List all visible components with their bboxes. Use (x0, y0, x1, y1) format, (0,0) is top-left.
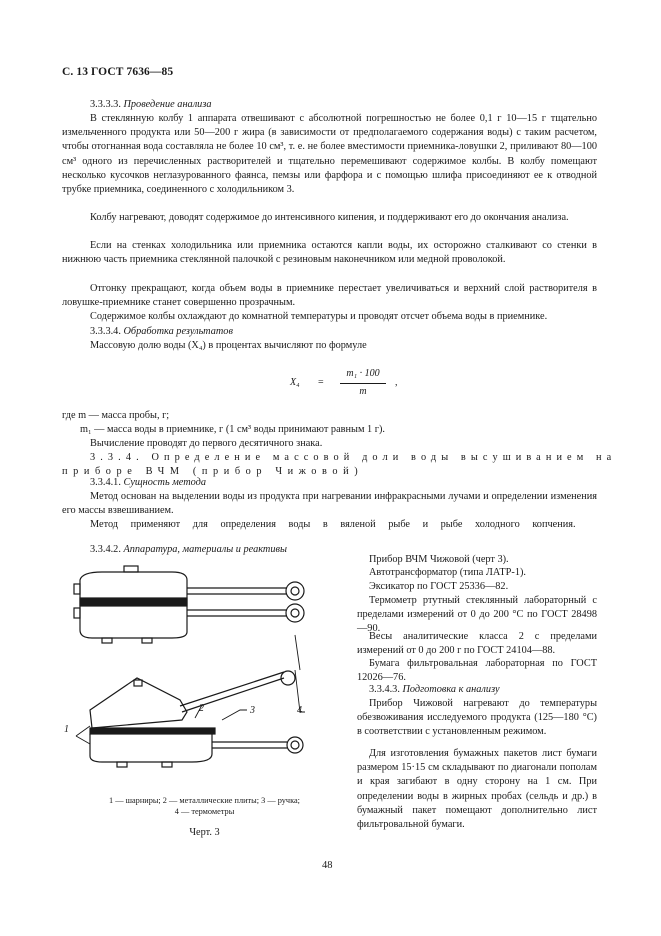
section-number: 3.3.4.1. (90, 477, 121, 488)
preparation-1: Прибор Чижовой нагревают до температуры обезвоживания исследуемого продукта (125—180 °С) в соответствии с установленным режимом. (357, 698, 597, 738)
where-line-1: где m — масса пробы, г; (62, 410, 170, 421)
section-title: Проведение анализа (123, 99, 212, 110)
paragraph-5: Содержимое колбы охлаждают до комнатной температуры и проводят отсчет объема воды в приемнике. (90, 311, 548, 322)
top-handle-knob (124, 566, 138, 572)
bulb-core-2 (291, 609, 299, 617)
section-number: 3.3.3.4. (90, 326, 121, 337)
leader-4 (295, 635, 305, 712)
section-334-heading-line1: 3.3.4. Определение массовой доли воды высушиванием на (90, 452, 617, 463)
equipment-1: Прибор ВЧМ Чижовой (черт 3). (369, 554, 509, 565)
paragraph-6: Массовую долю воды (X₄) в процентах вычисляют по формуле (90, 340, 367, 351)
section-title: Подготовка к анализу (402, 684, 500, 695)
thermometer-bulb-1 (286, 582, 304, 600)
left-hinge (74, 584, 80, 594)
chizhova-device-figure (62, 560, 324, 770)
page-number: 48 (322, 860, 333, 871)
paragraph-1: В стеклянную колбу 1 аппарата отвешивают с абсолютной погрешностью не более 0,1 г 10—15 г тщательно измельченного продукта или 50—200 г жира (в зависимости от предполагаемого содержания воды) с таким расчетом, чтобы отогнанная вода составляла не более 10 см³, т. е. не более вместимости приемника-ловушки 2, приливают 80—100 см³ одного из перечисленных растворителей и тщательно перемешивают содержимое колбы. В колбу помещают несколько кусочков неглазурованного фаянса, пемзы или фарфора и с помощью шлифа присоединяют ее к отводной трубке приемника, соединенного с холодильником 3. (62, 113, 597, 196)
equipment-5: Весы аналитические класса 2 с пределами измерений от 0 до 200 г по ГОСТ 24104—88. (357, 631, 597, 657)
paragraph-8: Метод основан на выделении воды из продукта при нагревании инфракрасными лучами и определении изменения его массы взвешиванием. (62, 491, 597, 517)
section-334-heading-line2: приборе ВЧМ (прибор Чижовой) (62, 466, 364, 477)
section-title: Обработка результатов (123, 326, 233, 337)
paragraph-7: Вычисление проводят до первого десятичного знака. (90, 438, 323, 449)
figure-label-2: 2 (199, 703, 204, 714)
section-number: 3.3.3.3. (90, 99, 121, 110)
left-hinge-2 (74, 608, 80, 618)
leader-1 (76, 726, 90, 744)
equipment-3: Эксикатор по ГОСТ 25336—82. (369, 581, 509, 592)
paragraph-3: Если на стенках холодильника или приемника остаются капли воды, их осторожно сталкивают со стенки в нижнюю часть приемника стеклянной палочкой с резиновым наконечником или медной проволокой. (62, 240, 597, 266)
figure-legend-line1: 1 — шарниры; 2 — металлические плиты; 3 — ручка; (109, 796, 300, 805)
formula-comma: , (395, 377, 398, 388)
handle-rod-2 (180, 672, 284, 706)
equipment-4: Термометр ртутный стеклянный лабораторный с пределами измерений от 0 до 200 °С по ГОСТ 28498—90. (357, 595, 597, 635)
equipment-2: Автотрансформатор (типа ЛАТР-1). (369, 567, 526, 578)
base-foot (117, 762, 127, 767)
thermometer-upper-1 (187, 588, 287, 594)
page-header: С. 13 ГОСТ 7636—85 (62, 66, 174, 78)
section-3333-heading (62, 98, 597, 112)
where-line-2: m₁ — масса воды в приемнике, г (1 см³ воды принимают равным 1 г). (80, 424, 385, 435)
foot (102, 638, 112, 643)
foot-2 (142, 638, 152, 643)
handle-rod (182, 678, 284, 712)
section-3334-heading (62, 325, 597, 339)
equipment-6: Бумага фильтровальная лабораторная по ГОСТ 12026—76. (357, 658, 597, 684)
thermometer-lower (212, 742, 287, 748)
bulb-core-1 (291, 587, 299, 595)
thermometer-upper-2 (187, 610, 287, 616)
figure-legend-line2: 4 — термометры (174, 807, 235, 816)
metal-plate-stripe (80, 598, 187, 606)
paragraph-4: Отгонку прекращают, когда объем воды в приемнике перестает увеличиваться и верхний слой растворителя в ловушке-приемнике станет совершенно прозрачным. (62, 283, 597, 309)
base-foot-2 (162, 762, 172, 767)
metal-plate-lower (90, 728, 215, 734)
leader-3 (222, 710, 247, 720)
section-title: Сущность метода (123, 477, 207, 488)
lid-knob (134, 680, 142, 686)
section-number: 3.3.4.3. (369, 684, 400, 695)
bulb-core-lower (291, 741, 299, 749)
section-3341-heading (62, 476, 597, 490)
formula-numerator: m₁ · 100 (346, 368, 380, 379)
device-base-side-view (90, 734, 212, 762)
figure-label-3: 3 (250, 705, 255, 716)
formula-equals: = (318, 377, 324, 388)
thermometer-bulb-lower (287, 737, 303, 753)
thermometer-bulb-2 (286, 604, 304, 622)
paragraph-2: Колбу нагревают, доводят содержимое до интенсивного кипения, и поддерживают его до окончания анализа. (90, 212, 569, 223)
fraction-bar (340, 383, 386, 384)
figure-caption: Черт. 3 (189, 827, 220, 838)
paragraph-9: Метод применяют для определения воды в вяленой рыбе и рыбе холодного копчения. (90, 519, 576, 530)
preparation-2: Для изготовления бумажных пакетов лист бумаги размером 15·15 см складывают по диагонали пополам и края загибают в одну сторону на 1 см. При определении воды в жирных пробах (сельдь и др.) в бумажный пакет помещают дополнительно лист фильтровальной бумаги. (357, 748, 597, 831)
section-number: 3.3.4.2. (90, 544, 121, 555)
figure-label-1: 1 (64, 724, 69, 735)
figure-label-4: 4 (297, 705, 302, 716)
section-title: Аппаратура, материалы и реактивы (123, 544, 287, 555)
formula-lhs: X₄ (290, 377, 300, 388)
formula-denominator: m (359, 386, 367, 397)
section-3343-heading (357, 683, 597, 697)
